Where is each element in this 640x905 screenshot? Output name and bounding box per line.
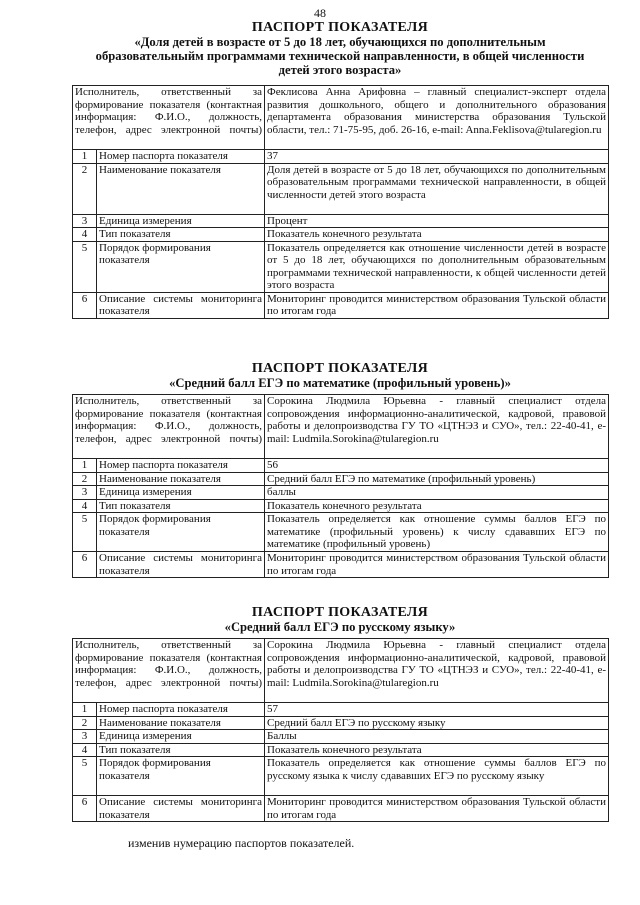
row-value: Баллы — [265, 730, 609, 744]
row-value: Средний балл ЕГЭ по математике (профильный уровень) — [265, 472, 609, 486]
row-value: Доля детей в возрасте от 5 до 18 лет, обучающихся по дополнительным образовательным программами технической направленности, в общей численности детей этого возраста — [265, 163, 609, 214]
row-label: Описание системы мониторинга показателя — [97, 796, 265, 822]
row-label: Номер паспорта показателя — [97, 459, 265, 473]
row-number: 6 — [73, 292, 97, 318]
passport-1 — [72, 20, 608, 319]
table-row — [73, 703, 609, 717]
row-value: Мониторинг проводится министерством образования Тульской области по итогам года — [265, 552, 609, 578]
row-number: 5 — [73, 513, 97, 552]
table-row — [73, 499, 609, 513]
passport-table — [72, 638, 609, 822]
executor-row — [73, 86, 609, 150]
passport-title: ПАСПОРТ ПОКАЗАТЕЛЯ — [251, 361, 429, 376]
page-number: 48 — [314, 6, 326, 20]
row-label: Описание системы мониторинга показателя — [97, 292, 265, 318]
table-row — [73, 552, 609, 578]
row-value: Показатель определяется как отношение численности детей в возрасте от 5 до 18 лет, обучающихся по дополнительным образовательным программами технической направленности, к общей численности детей этого возраста — [265, 241, 609, 292]
row-label: Тип показателя — [97, 743, 265, 757]
row-number: 1 — [73, 150, 97, 164]
executor-value: Феклисова Анна Арифовна – главный специалист-эксперт отдела развития дошкольного, общего и дополнительного образования департамента образования министерства образования Тульской области, тел.: 71-75-95, доб. 26-16, e-mail: Anna.Feklisova@tularegion.ru — [265, 86, 609, 150]
row-number: 4 — [73, 228, 97, 242]
row-number: 5 — [73, 241, 97, 292]
row-value: Мониторинг проводится министерством образования Тульской области по итогам года — [265, 292, 609, 318]
row-value: Показатель конечного результата — [265, 228, 609, 242]
footer-text: изменив нумерацию паспортов показателей. — [128, 836, 355, 850]
row-number: 3 — [73, 214, 97, 228]
table-row — [73, 459, 609, 473]
passport-table — [72, 394, 609, 578]
table-row — [73, 796, 609, 822]
executor-row — [73, 639, 609, 703]
passport-table — [72, 85, 609, 319]
passport-subtitle: «Средний балл ЕГЭ по математике (профильный уровень)» — [169, 376, 511, 390]
passport-subtitle: «Средний балл ЕГЭ по русскому языку» — [224, 620, 456, 634]
row-number: 4 — [73, 499, 97, 513]
passport-3 — [72, 605, 608, 822]
table-row — [73, 214, 609, 228]
passport-2 — [72, 361, 608, 578]
row-number: 5 — [73, 757, 97, 796]
executor-row — [73, 395, 609, 459]
row-value: Мониторинг проводится министерством образования Тульской области по итогам года — [265, 796, 609, 822]
table-row — [73, 757, 609, 796]
row-number: 3 — [73, 730, 97, 744]
row-value: 56 — [265, 459, 609, 473]
table-row — [73, 486, 609, 500]
table-row — [73, 743, 609, 757]
row-value: Показатель конечного результата — [265, 743, 609, 757]
row-number: 6 — [73, 552, 97, 578]
table-row — [73, 241, 609, 292]
row-number: 2 — [73, 163, 97, 214]
row-value: 57 — [265, 703, 609, 717]
row-value: Показатель определяется как отношение суммы баллов ЕГЭ по русскому языка к числу сдававших ЕГЭ по русскому языку — [265, 757, 609, 796]
row-value: Показатель определяется как отношение суммы баллов ЕГЭ по математике (профильный уровень) к числу сдававших ЕГЭ по математике (профильный уровень) — [265, 513, 609, 552]
row-label: Описание системы мониторинга показателя — [97, 552, 265, 578]
table-row — [73, 472, 609, 486]
row-label: Номер паспорта показателя — [97, 703, 265, 717]
row-number: 3 — [73, 486, 97, 500]
row-number: 2 — [73, 472, 97, 486]
executor-value: Сорокина Людмила Юрьевна - главный специалист отдела сопровождения информационно-аналитической, кадровой, правовой работы и делопроизводства ГУ ТО «ЦТНЭЗ и СУО», тел.: 22-40-41, e-mail: Ludmila.Sorokina@tularegion.ru — [265, 639, 609, 703]
executor-label: Исполнитель, ответственный за формирование показателя (контактная информация: Ф.И.О., должность, телефон, адрес электронной почты) — [73, 639, 265, 703]
executor-label: Исполнитель, ответственный за формирование показателя (контактная информация: Ф.И.О., должность, телефон, адрес электронной почты) — [73, 86, 265, 150]
table-row — [73, 163, 609, 214]
row-number: 2 — [73, 716, 97, 730]
executor-label: Исполнитель, ответственный за формирование показателя (контактная информация: Ф.И.О., должность, телефон, адрес электронной почты) — [73, 395, 265, 459]
row-number: 1 — [73, 703, 97, 717]
passport-title: ПАСПОРТ ПОКАЗАТЕЛЯ — [251, 605, 429, 620]
table-row — [73, 730, 609, 744]
row-number: 4 — [73, 743, 97, 757]
table-row — [73, 228, 609, 242]
row-value: баллы — [265, 486, 609, 500]
row-label: Единица измерения — [97, 730, 265, 744]
passport-subtitle: «Доля детей в возрасте от 5 до 18 лет, обучающихся по дополнительным образовательныйм программами технической направленности, в общей численности детей этого возраста» — [95, 35, 585, 77]
row-label: Порядок формирования показателя — [97, 241, 265, 292]
row-label: Номер паспорта показателя — [97, 150, 265, 164]
row-label: Наименование показателя — [97, 472, 265, 486]
row-label: Тип показателя — [97, 499, 265, 513]
row-label: Тип показателя — [97, 228, 265, 242]
table-row — [73, 513, 609, 552]
row-number: 1 — [73, 459, 97, 473]
row-label: Единица измерения — [97, 486, 265, 500]
row-label: Наименование показателя — [97, 163, 265, 214]
table-row — [73, 292, 609, 318]
row-label: Наименование показателя — [97, 716, 265, 730]
table-row — [73, 150, 609, 164]
table-row — [73, 716, 609, 730]
row-value: Процент — [265, 214, 609, 228]
passport-title: ПАСПОРТ ПОКАЗАТЕЛЯ — [251, 20, 429, 35]
row-value: Средний балл ЕГЭ по русскому языку — [265, 716, 609, 730]
row-value: 37 — [265, 150, 609, 164]
row-label: Порядок формирования показателя — [97, 513, 265, 552]
row-value: Показатель конечного результата — [265, 499, 609, 513]
row-label: Порядок формирования показателя — [97, 757, 265, 796]
row-label: Единица измерения — [97, 214, 265, 228]
executor-value: Сорокина Людмила Юрьевна - главный специалист отдела сопровождения информационно-аналитической, кадровой, правовой работы и делопроизводства ГУ ТО «ЦТНЭЗ и СУО», тел.: 22-40-41, e-mail: Ludmila.Sorokina@tularegion.ru — [265, 395, 609, 459]
row-number: 6 — [73, 796, 97, 822]
